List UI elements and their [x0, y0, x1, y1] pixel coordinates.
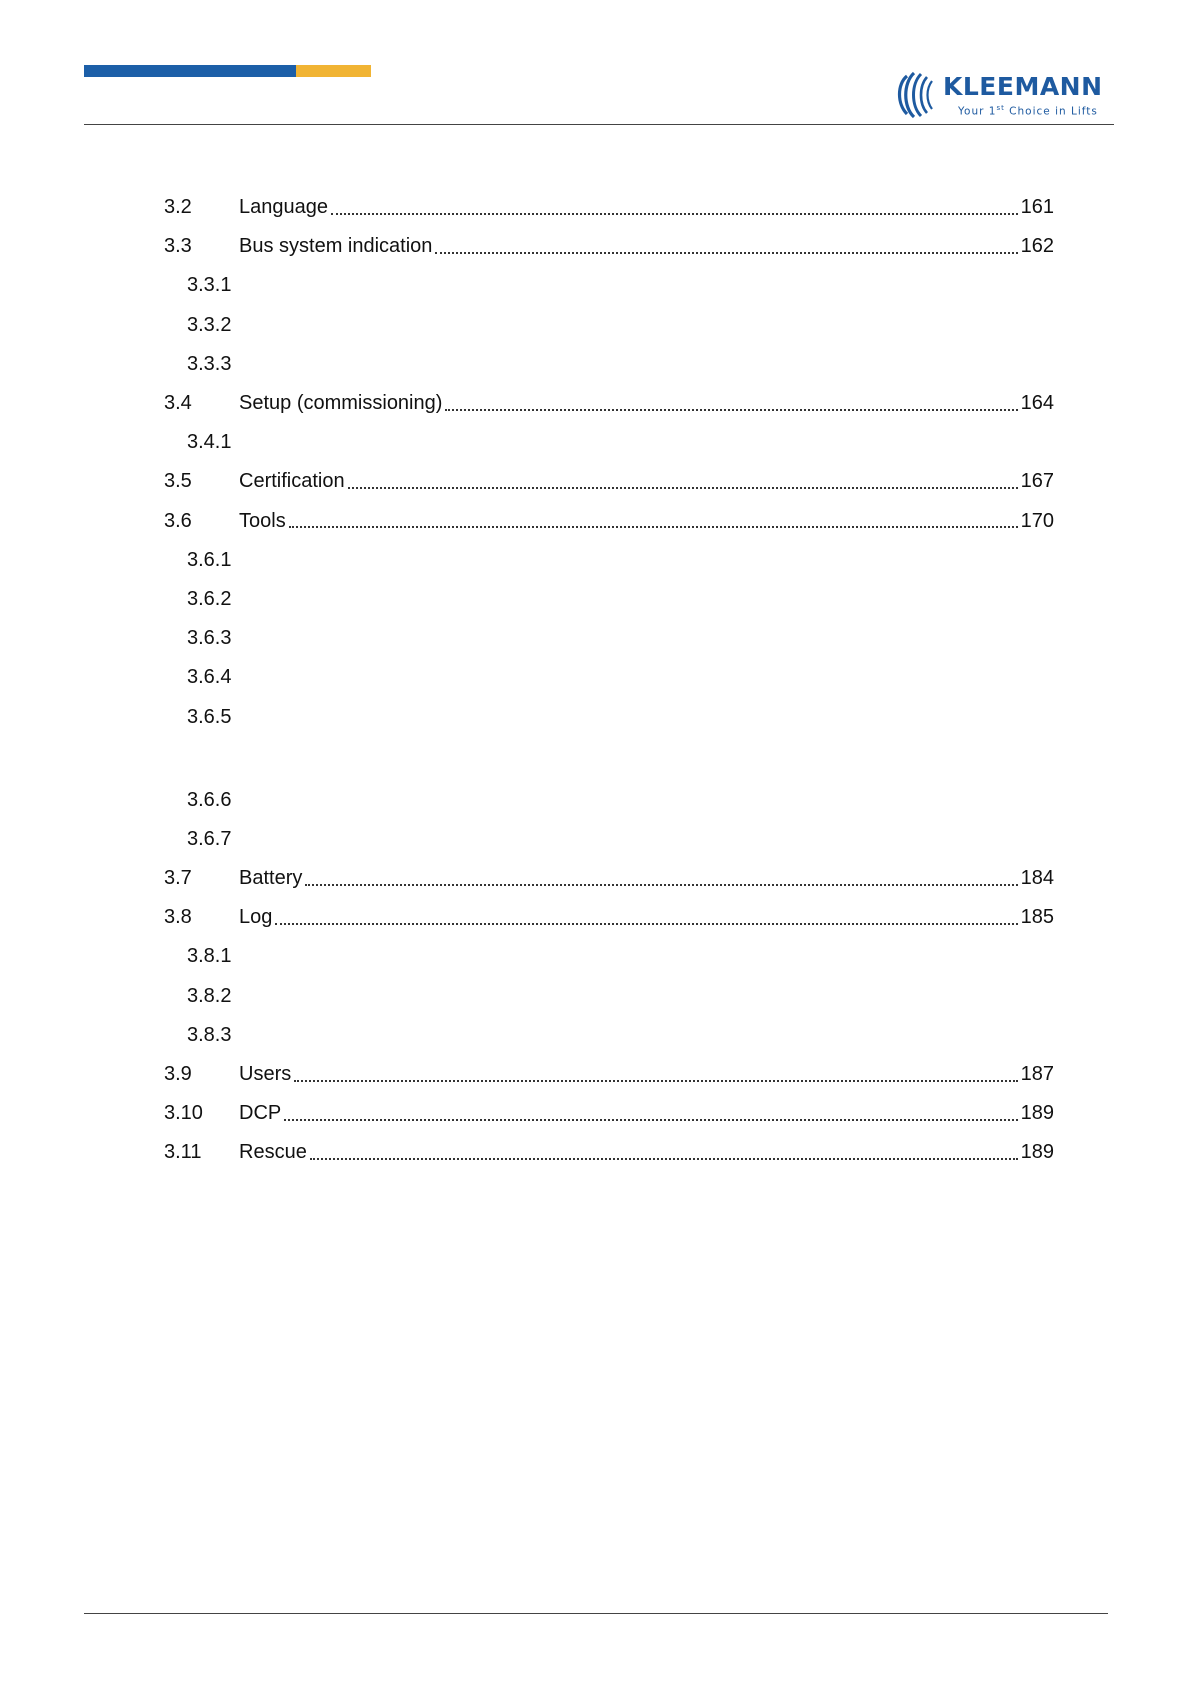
- toc-subentry[interactable]: [164, 345, 1054, 384]
- toc-entry[interactable]: [164, 898, 1054, 937]
- toc-entry-number: 3.8.3: [187, 1023, 232, 1046]
- toc-entry[interactable]: [164, 1133, 1054, 1172]
- toc-entry-title: Battery: [239, 867, 303, 890]
- toc-subentry[interactable]: [164, 697, 1054, 736]
- toc-entry-page: 161: [1020, 196, 1054, 219]
- toc-subentry[interactable]: [164, 1016, 1054, 1055]
- toc-entry[interactable]: [164, 227, 1054, 266]
- toc-entry-title: Setup (commissioning): [239, 392, 443, 415]
- toc-entry-number: 3.4: [164, 392, 192, 415]
- toc-entry-title: DCP: [239, 1102, 282, 1125]
- toc-entry-title: Language: [239, 196, 328, 219]
- toc-leader-dots: [348, 487, 1018, 489]
- toc-subentry[interactable]: [164, 781, 1054, 820]
- toc-entry-title: Bus system indication: [239, 235, 433, 258]
- toc-entry-number: 3.4.1: [187, 431, 232, 454]
- toc-leader-dots: [284, 1119, 1017, 1121]
- toc-entry[interactable]: [164, 462, 1054, 501]
- toc-leader-dots: [310, 1158, 1018, 1160]
- toc-subentry[interactable]: [164, 937, 1054, 976]
- toc-entry-page: 187: [1020, 1063, 1054, 1086]
- toc-entry-number: 3.3.1: [187, 274, 232, 297]
- toc-entry-page: 167: [1020, 470, 1054, 493]
- toc-leader-dots: [289, 526, 1018, 528]
- toc-spacer: [164, 737, 1054, 781]
- table-of-contents: [164, 188, 1054, 1173]
- toc-entry-page: 162: [1020, 235, 1054, 258]
- toc-entry-number: 3.6.1: [187, 548, 232, 571]
- toc-entry-number: 3.6.4: [187, 666, 232, 689]
- toc-entry-title: Rescue: [239, 1141, 307, 1164]
- footer-divider: [84, 1613, 1108, 1614]
- header-divider: [84, 124, 1114, 125]
- toc-entry-number: 3.6.5: [187, 705, 232, 728]
- toc-subentry[interactable]: [164, 541, 1054, 580]
- toc-entry-title: Users: [239, 1063, 292, 1086]
- toc-entry-title: Tools: [239, 509, 286, 532]
- toc-entry[interactable]: [164, 1094, 1054, 1133]
- kleemann-swirl-icon: [893, 70, 941, 120]
- toc-subentry[interactable]: [164, 820, 1054, 859]
- toc-entry[interactable]: [164, 188, 1054, 227]
- toc-leader-dots: [305, 884, 1017, 886]
- toc-subentry[interactable]: [164, 658, 1054, 697]
- toc-entry-number: 3.6.2: [187, 587, 232, 610]
- toc-subentry[interactable]: [164, 619, 1054, 658]
- toc-entry-number: 3.6.6: [187, 788, 232, 811]
- toc-entry-page: 185: [1020, 906, 1054, 929]
- toc-entry-title: Log: [239, 906, 273, 929]
- toc-entry-number: 3.6.3: [187, 627, 232, 650]
- toc-entry-number: 3.8.2: [187, 984, 232, 1007]
- toc-entry-page: 189: [1020, 1141, 1054, 1164]
- toc-entry-number: 3.3.3: [187, 352, 232, 375]
- toc-entry-number: 3.3: [164, 235, 192, 258]
- toc-subentry[interactable]: [164, 423, 1054, 462]
- toc-entry-page: 164: [1020, 392, 1054, 415]
- toc-subentry[interactable]: [164, 977, 1054, 1016]
- toc-entry-number: 3.8.1: [187, 945, 232, 968]
- logo-tagline: Your 1st Choice in Lifts: [958, 104, 1098, 118]
- toc-entry-number: 3.10: [164, 1102, 203, 1125]
- toc-entry-number: 3.8: [164, 906, 192, 929]
- toc-subentry[interactable]: [164, 580, 1054, 619]
- toc-entry[interactable]: [164, 502, 1054, 541]
- toc-entry-page: 170: [1020, 509, 1054, 532]
- toc-entry-title: Certification: [239, 470, 345, 493]
- toc-entry-number: 3.6: [164, 509, 192, 532]
- toc-entry-number: 3.3.2: [187, 313, 232, 336]
- toc-entry-number: 3.6.7: [187, 827, 232, 850]
- toc-entry-number: 3.9: [164, 1063, 192, 1086]
- toc-entry[interactable]: [164, 1055, 1054, 1094]
- toc-entry-page: 189: [1020, 1102, 1054, 1125]
- logo-brand-name: KLEEMANN: [943, 72, 1103, 101]
- toc-subentry[interactable]: [164, 266, 1054, 305]
- toc-subentry[interactable]: [164, 306, 1054, 345]
- toc-entry-number: 3.7: [164, 867, 192, 890]
- kleemann-logo: [893, 70, 1117, 120]
- header-color-bar-blue: [84, 65, 296, 77]
- toc-leader-dots: [435, 252, 1017, 254]
- toc-leader-dots: [445, 409, 1017, 411]
- toc-entry[interactable]: [164, 859, 1054, 898]
- header-color-bar-yellow: [296, 65, 371, 77]
- toc-entry-number: 3.5: [164, 470, 192, 493]
- toc-entry-page: 184: [1020, 867, 1054, 890]
- toc-leader-dots: [275, 923, 1017, 925]
- toc-entry[interactable]: [164, 384, 1054, 423]
- toc-entry-number: 3.2: [164, 196, 192, 219]
- toc-leader-dots: [294, 1080, 1017, 1082]
- toc-leader-dots: [331, 213, 1018, 215]
- toc-entry-number: 3.11: [164, 1141, 202, 1164]
